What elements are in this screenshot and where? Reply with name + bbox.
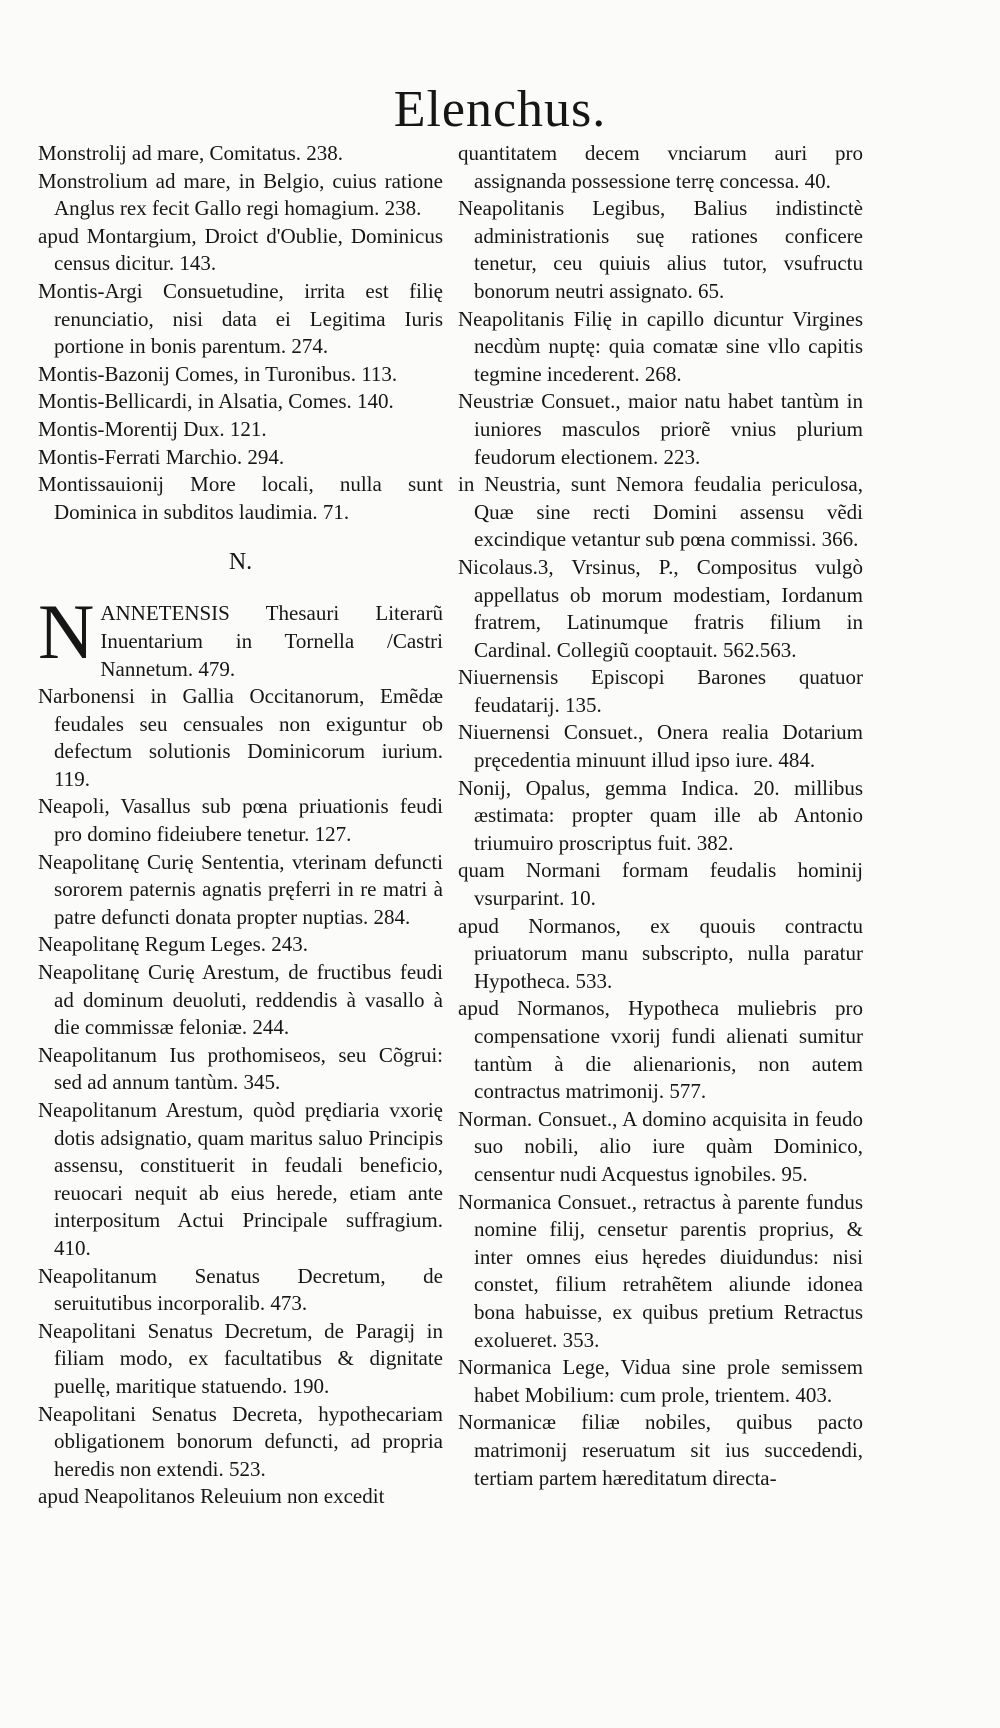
index-entry: quam Normani formam feudalis hominij vsurparint. 10. xyxy=(458,858,863,911)
index-entry: apud Normanos, Hypotheca muliebris pro compensatione vxorij fundi alienati sumitur tantùm à die alienarionis, non autem contractus matrimonij. 577. xyxy=(458,996,863,1104)
index-entry: Neapolitanum Ius prothomiseos, seu Cõgrui: sed ad annum tantùm. 345. xyxy=(38,1042,443,1095)
index-entry: apud Neapolitanos Releuium non excedit xyxy=(38,1484,385,1509)
index-entry: Montis-Ferrati Marchio. 294. xyxy=(38,444,285,469)
index-entry: Monstrolium ad mare, in Belgio, cuius ratione Anglus rex fecit Gallo regi homagium. 238. xyxy=(38,168,443,221)
index-entry: Montis-Bazonij Comes, in Turonibus. 113. xyxy=(38,361,398,386)
index-entry: Neapolitani Senatus Decretum, de Paragij in filiam modo, ex facultatibus & dignitate puellę, maritique statuendo. 190. xyxy=(38,1318,443,1398)
index-entry: Monstrolij ad mare, Comitatus. 238. xyxy=(38,141,344,165)
index-entry: Neapolitanę Curię Sententia, vterinam defuncti sororem paternis agnatis pręferri in re matri à patre defuncti donata propter nuptias. 284. xyxy=(38,849,443,929)
index-entry-first xyxy=(38,588,443,683)
index-entry: Normanicæ filiæ nobiles, quibus pacto matrimonij reseruatum sit ius succedendi, tertiam partem hæreditatum directa- xyxy=(458,1410,863,1490)
drop-cap: N xyxy=(38,588,95,676)
index-entry: Niuernensis Episcopi Barones quatuor feudatarij. 135. xyxy=(458,665,863,717)
index-entry: Neustriæ Consuet., maior natu habet tantùm in iuniores masculos priorẽ vnius plurium feudorum electionem. 223. xyxy=(458,389,863,469)
index-entry: Neapolitanis Filię in capillo dicuntur Virgines necdùm nuptę: quia comatæ sine vllo capitis tegmine incederent. 268. xyxy=(458,306,863,386)
index-entry: apud Normanos, ex quouis contractu priuatorum manu subscripto, nulla paratur Hypotheca. 533. xyxy=(458,913,863,993)
index-entry: Normanica Lege, Vidua sine prole semissem habet Mobilium: cum prole, trientem. 403. xyxy=(458,1355,863,1407)
index-entry: Neapolitani Senatus Decreta, hypothecariam obligationem bonorum defuncti, ad propria heredis non extendi. 523. xyxy=(38,1401,443,1481)
index-entry: Narbonensi in Gallia Occitanorum, Emẽdæ feudales seu censuales non exiguntur ob defectum solutionis Dominicorum iurium. 119. xyxy=(38,684,443,791)
section-letter: N. xyxy=(228,549,253,576)
index-entry: apud Montargium, Droict d'Oublie, Dominicus census dicitur. 143. xyxy=(38,223,443,276)
left-top-entries xyxy=(38,140,443,526)
index-entry: Neapoli, Vasallus sub pœna priuationis feudi pro domino fideiubere tenetur. 127. xyxy=(38,794,443,847)
index-entry: Neapolitanum Senatus Decretum, de seruitutibus incorporalib. 473. xyxy=(38,1263,443,1316)
left-n-entries xyxy=(38,683,443,1511)
index-entry: Neapolitanum Arestum, quòd prędiaria vxorię dotis adsignatio, quam maritus saluo Principis assensu, constituerit in feudali beneficio, reuocari nequit ab eius herede, etiam ante interpositum Actui Principale suffragium. 410. xyxy=(38,1098,443,1260)
index-entry: Normanica Consuet., retractus à parente fundus nomine filij, censetur parentis proprius, & inter omnes eius hęredes diuidundus: nisi constet, filium retrahẽtem aliunde idonea bona habuisse, ex quibus pretium Retractus exolueret. 353. xyxy=(458,1189,863,1352)
right-column xyxy=(458,140,863,1492)
index-entry: Neapolitanis Legibus, Balius indistinctè administrationis suę rationes conficere tenetur, ceu quiuis alius tutor, vsufructu bonorum neutri assignato. 65. xyxy=(458,196,863,303)
index-entry: Montis-Morentij Dux. 121. xyxy=(38,416,267,441)
page-header: Elenchus. xyxy=(393,81,607,138)
index-entry: Montis-Bellicardi, in Alsatia, Comes. 140. xyxy=(38,389,394,414)
index-entry: Montissauionij More locali, nulla sunt Dominica in subditos laudimia. 71. xyxy=(38,472,443,524)
index-entry: Norman. Consuet., A domino acquisita in feudo suo nobili, alio iure quàm Dominico, censentur nudi Acquestus ignobiles. 95. xyxy=(458,1106,863,1186)
left-column xyxy=(38,140,443,1511)
index-entry: in Neustria, sunt Nemora feudalia periculosa, Quæ sine recti Domini assensu vẽdi excindique vetantur sub pœna commissi. 366. xyxy=(458,472,863,552)
index-entry: Niuernensi Consuet., Onera realia Dotarium pręcedentia minuunt illud ipso iure. 484. xyxy=(458,720,863,773)
first-entry-text: ANNETENSIS Thesauri Literarũ Inuentarium in Tornella /Castri Nannetum. 479. xyxy=(100,601,443,681)
index-entry: Nicolaus.3, Vrsinus, P., Compositus vulgò appellatus ob morum modestiam, Iordanum fratrem, Latinumque fratris filium in Cardinal. Collegiũ cooptauit. 562.563. xyxy=(458,554,863,662)
index-entry: Montis-Argi Consuetudine, irrita est filię renunciatio, nisi data ei Legitima Iuris portione in bonis parentum. 274. xyxy=(38,278,443,359)
index-entry: Nonij, Opalus, gemma Indica. 20. millibus æstimata: propter quam ille ab Antonio triumuiro proscriptus fuit. 382. xyxy=(458,775,863,855)
index-entry: quantitatem decem vnciarum auri pro assignanda possessione terrę concessa. 40. xyxy=(458,141,863,193)
index-entry: Neapolitanę Regum Leges. 243. xyxy=(38,932,309,957)
index-entry: Neapolitanę Curię Arestum, de fructibus feudi ad dominum deuoluti, reddendis à vasallo à die commissæ feloniæ. 244. xyxy=(38,960,443,1040)
